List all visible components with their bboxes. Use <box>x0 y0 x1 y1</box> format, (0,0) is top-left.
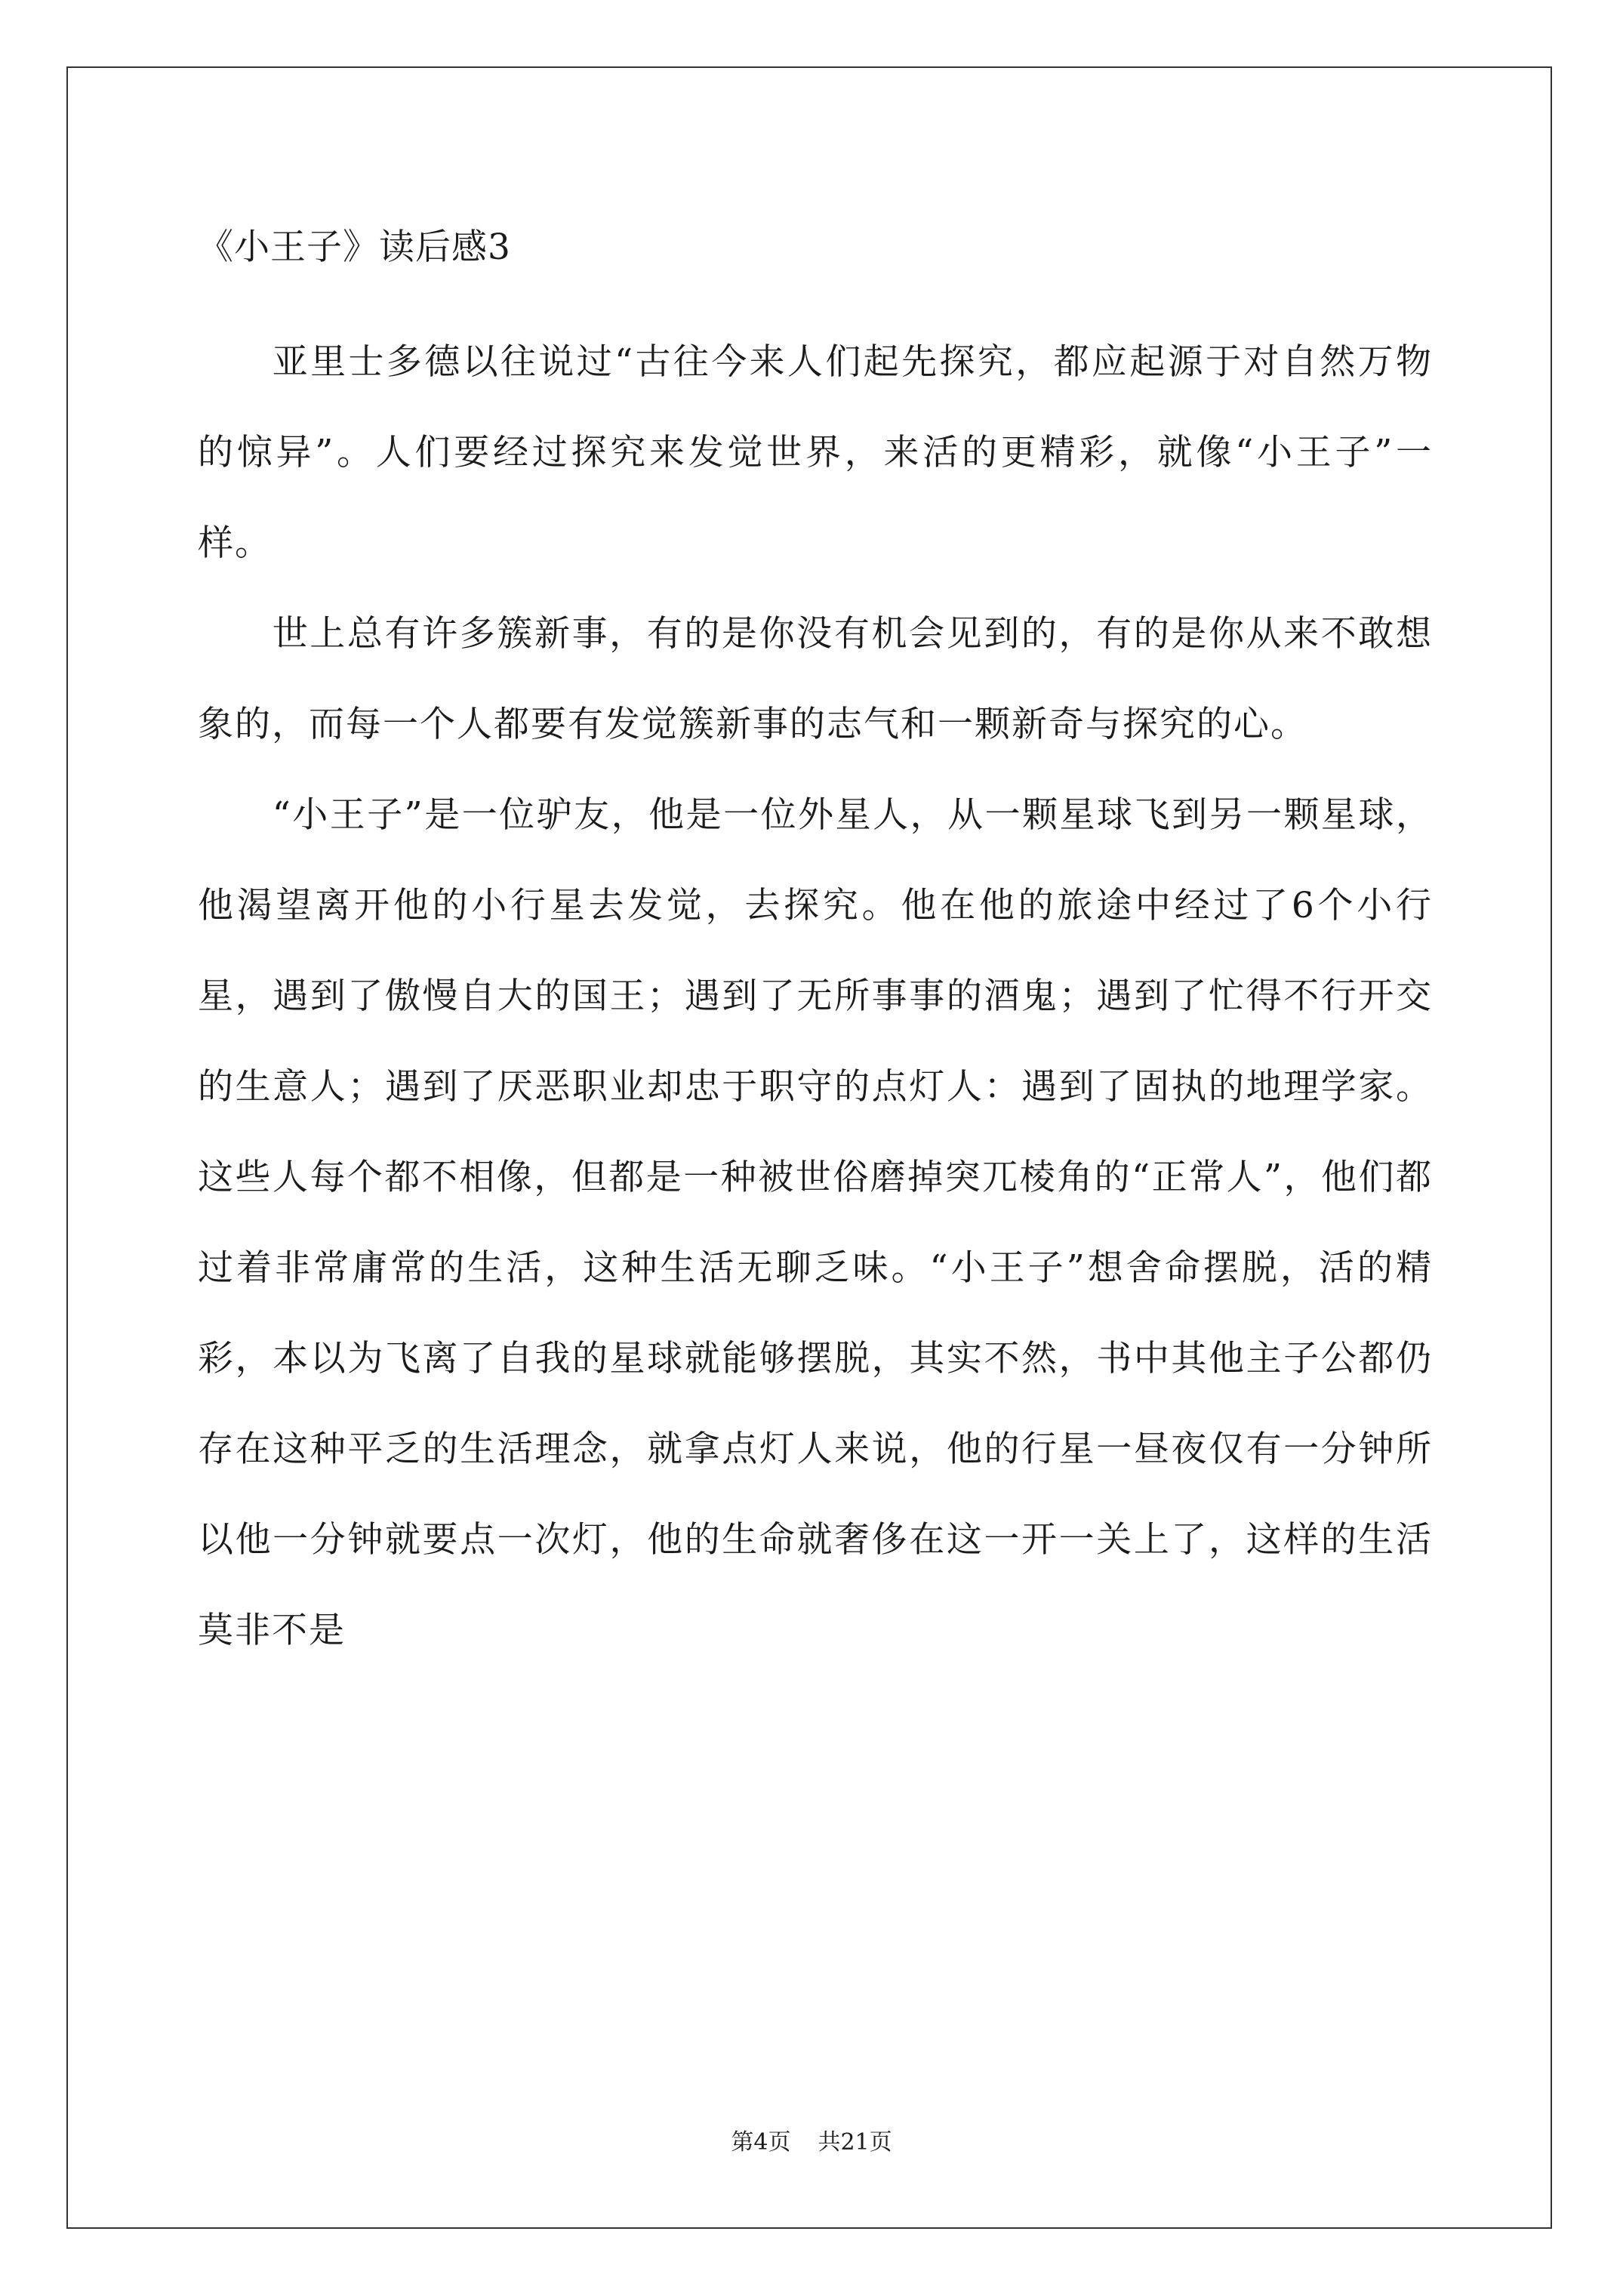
paragraph-2: 世上总有许多簇新事，有的是你没有机会见到的，有的是你从来不敢想象的，而每一个人都要有发觉簇新事的志气和一颗新奇与探究的心。 <box>198 613 1433 745</box>
page-footer <box>0 2129 1623 2156</box>
page-number: 第4页 <box>731 2129 791 2156</box>
document-title: 《小王子》读后感3 <box>198 227 511 268</box>
paragraph-1: 亚里士多德以往说过“古往今来人们起先探究，都应起源于对自然万物的惊异”。人们要经过探究来发觉世界，来活的更精彩，就像“小王子”一样。 <box>198 341 1433 564</box>
paragraph-3: “小王子”是一位驴友，他是一位外星人，从一颗星球飞到另一颗星球，他渴望离开他的小行星去发觉，去探究。他在他的旅途中经过了6个小行星，遇到了傲慢自大的国王；遇到了无所事事的酒鬼；遇到了忙得不行开交的生意人；遇到了厌恶职业却忠于职守的点灯人：遇到了固执的地理学家。这些人每个都不相像，但都是一种被世俗磨掉突兀棱角的“正常人”，他们都过着非常庸常的生活，这种生活无聊乏味。“小王子”想舍命摆脱，活的精彩，本以为飞离了自我的星球就能够摆脱，其实不然，书中其他主子公都仍存在这种平乏的生活理念，就拿点灯人来说，他的行星一昼夜仅有一分钟所以他一分钟就要点一次灯，他的生命就奢侈在这一开一关上了，这样的生活莫非不是 <box>198 794 1433 1651</box>
document-body <box>198 225 1433 1676</box>
page-total: 共21页 <box>818 2129 892 2156</box>
